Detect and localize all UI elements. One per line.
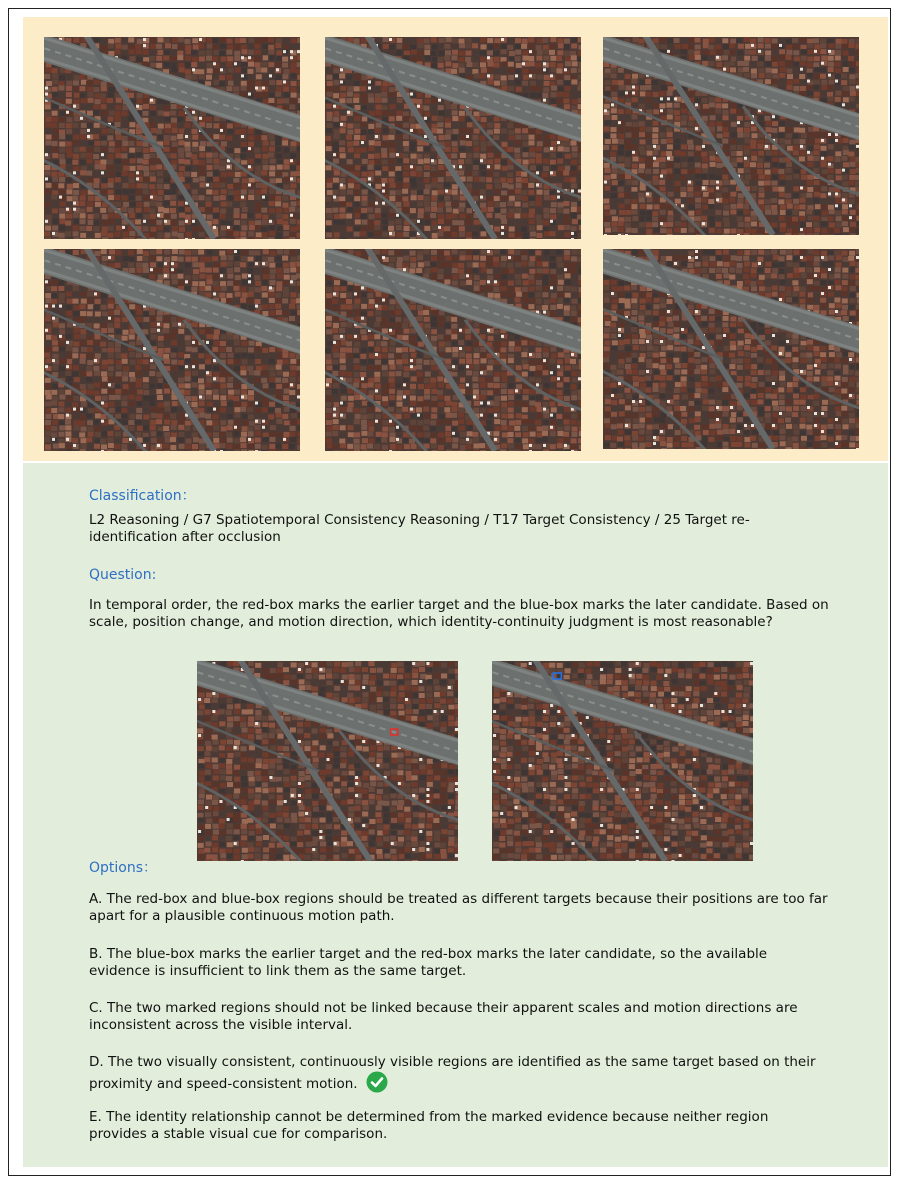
aerial-frame-6 [603, 249, 859, 449]
later-frame-blue-box [492, 661, 753, 861]
figure-frame [8, 8, 891, 1176]
option-e: E. The identity relationship cannot be determined from the marked evidence because neither region provides a stable visual cue for comparison. [89, 1109, 769, 1142]
aerial-frame-2 [325, 37, 581, 239]
frame-sequence-grid [23, 17, 888, 461]
options-label: Options： [89, 860, 158, 876]
aerial-frame-4 [44, 249, 300, 451]
option-d [89, 1054, 829, 1093]
aerial-frame-5 [325, 249, 581, 451]
option-d-text: D. The two visually consistent, continuously visible regions are identified as the same target based on their proximity and speed-consistent motion. [89, 1054, 816, 1092]
option-c: C. The two marked regions should not be linked because their apparent scales and motion directions are inconsistent across the visible interval. [89, 1000, 798, 1033]
aerial-frame-1 [44, 37, 300, 239]
check-circle-icon [366, 1071, 388, 1093]
question-label: Question: [89, 567, 157, 583]
classification-text: L2 Reasoning / G7 Spatiotemporal Consistency Reasoning / T17 Target Consistency / 25 Target re-identification after occlusion [89, 512, 750, 545]
aerial-frame-3 [603, 37, 859, 235]
earlier-frame-red-box [197, 661, 458, 861]
option-b: B. The blue-box marks the earlier target and the red-box marks the later candidate, so the available evidence is insufficient to link them as the same target. [89, 946, 768, 979]
question-panel [23, 463, 888, 1167]
option-a: A. The red-box and blue-box regions should be treated as different targets because their positions are too far apart for a plausible continuous motion path. [89, 891, 828, 924]
classification-label: Classification： [89, 488, 196, 504]
question-text: In temporal order, the red-box marks the earlier target and the blue-box marks the later candidate. Based on scale, position change, and motion direction, which identity-continuity judgment is most reasonable? [89, 597, 829, 630]
